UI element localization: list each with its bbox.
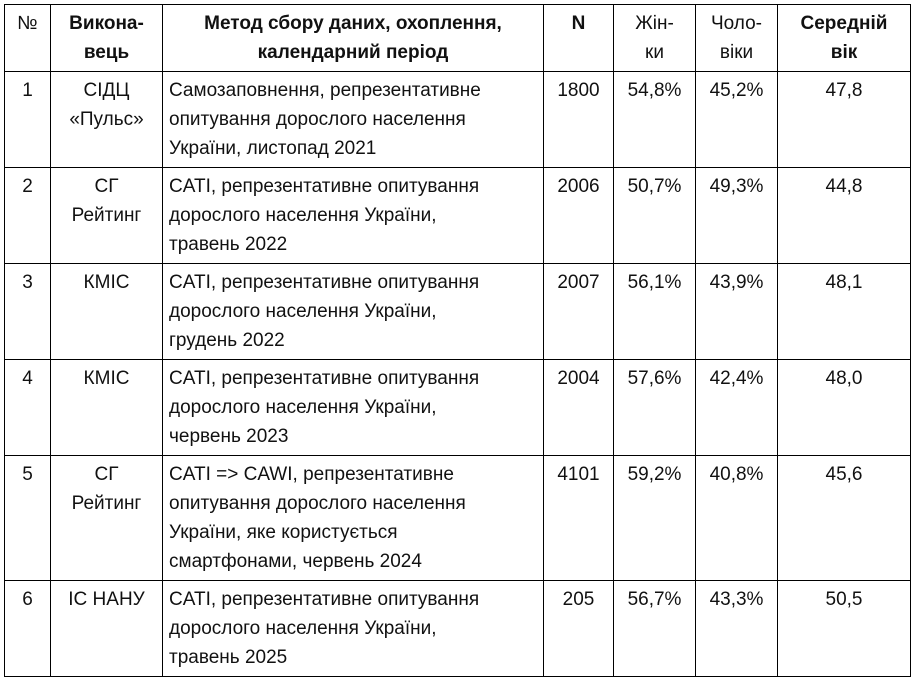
row-n: 2006	[544, 168, 614, 264]
table-row	[5, 581, 911, 677]
table-row	[5, 264, 911, 360]
row-number: 2	[5, 168, 51, 264]
row-performer: СГ Рейтинг	[51, 456, 163, 581]
table-row	[5, 360, 911, 456]
row-method: CATI => CAWI, репрезентативне опитування дорослого населення України, яке користується смартфонами, червень 2024	[163, 456, 544, 581]
row-age: 48,0	[778, 360, 911, 456]
table-row	[5, 456, 911, 581]
row-method: Самозаповнення, репрезентативне опитування дорослого населення України, листопад 2021	[163, 72, 544, 168]
row-performer: СГ Рейтинг	[51, 168, 163, 264]
row-men: 43,9%	[696, 264, 778, 360]
row-number: 5	[5, 456, 51, 581]
row-women: 56,1%	[614, 264, 696, 360]
row-performer: ІС НАНУ	[51, 581, 163, 677]
row-women: 50,7%	[614, 168, 696, 264]
row-method: CATI, репрезентативне опитування дорослого населення України, червень 2023	[163, 360, 544, 456]
row-men: 49,3%	[696, 168, 778, 264]
header-age: Середній вік	[778, 5, 911, 72]
row-women: 56,7%	[614, 581, 696, 677]
table-row	[5, 72, 911, 168]
row-women: 54,8%	[614, 72, 696, 168]
header-women: Жін- ки	[614, 5, 696, 72]
row-women: 59,2%	[614, 456, 696, 581]
row-men: 42,4%	[696, 360, 778, 456]
row-n: 1800	[544, 72, 614, 168]
row-men: 45,2%	[696, 72, 778, 168]
row-number: 4	[5, 360, 51, 456]
row-age: 47,8	[778, 72, 911, 168]
survey-table	[4, 4, 911, 677]
header-men: Чоло- віки	[696, 5, 778, 72]
row-age: 48,1	[778, 264, 911, 360]
row-age: 50,5	[778, 581, 911, 677]
row-number: 3	[5, 264, 51, 360]
row-performer: КМІС	[51, 264, 163, 360]
row-age: 44,8	[778, 168, 911, 264]
table-row	[5, 168, 911, 264]
row-n: 2007	[544, 264, 614, 360]
row-performer: КМІС	[51, 360, 163, 456]
row-method: CATI, репрезентативне опитування дорослого населення України, травень 2022	[163, 168, 544, 264]
row-men: 40,8%	[696, 456, 778, 581]
row-age: 45,6	[778, 456, 911, 581]
row-number: 1	[5, 72, 51, 168]
row-n: 4101	[544, 456, 614, 581]
header-n: N	[544, 5, 614, 72]
row-n: 205	[544, 581, 614, 677]
row-men: 43,3%	[696, 581, 778, 677]
row-women: 57,6%	[614, 360, 696, 456]
row-n: 2004	[544, 360, 614, 456]
row-performer: СІДЦ «Пульс»	[51, 72, 163, 168]
row-method: CATI, репрезентативне опитування дорослого населення України, грудень 2022	[163, 264, 544, 360]
row-number: 6	[5, 581, 51, 677]
header-method: Метод сбору даних, охоплення, календарний період	[163, 5, 544, 72]
header-number: №	[5, 5, 51, 72]
header-row	[5, 5, 911, 72]
header-performer: Викона- вець	[51, 5, 163, 72]
row-method: CATI, репрезентативне опитування дорослого населення України, травень 2025	[163, 581, 544, 677]
